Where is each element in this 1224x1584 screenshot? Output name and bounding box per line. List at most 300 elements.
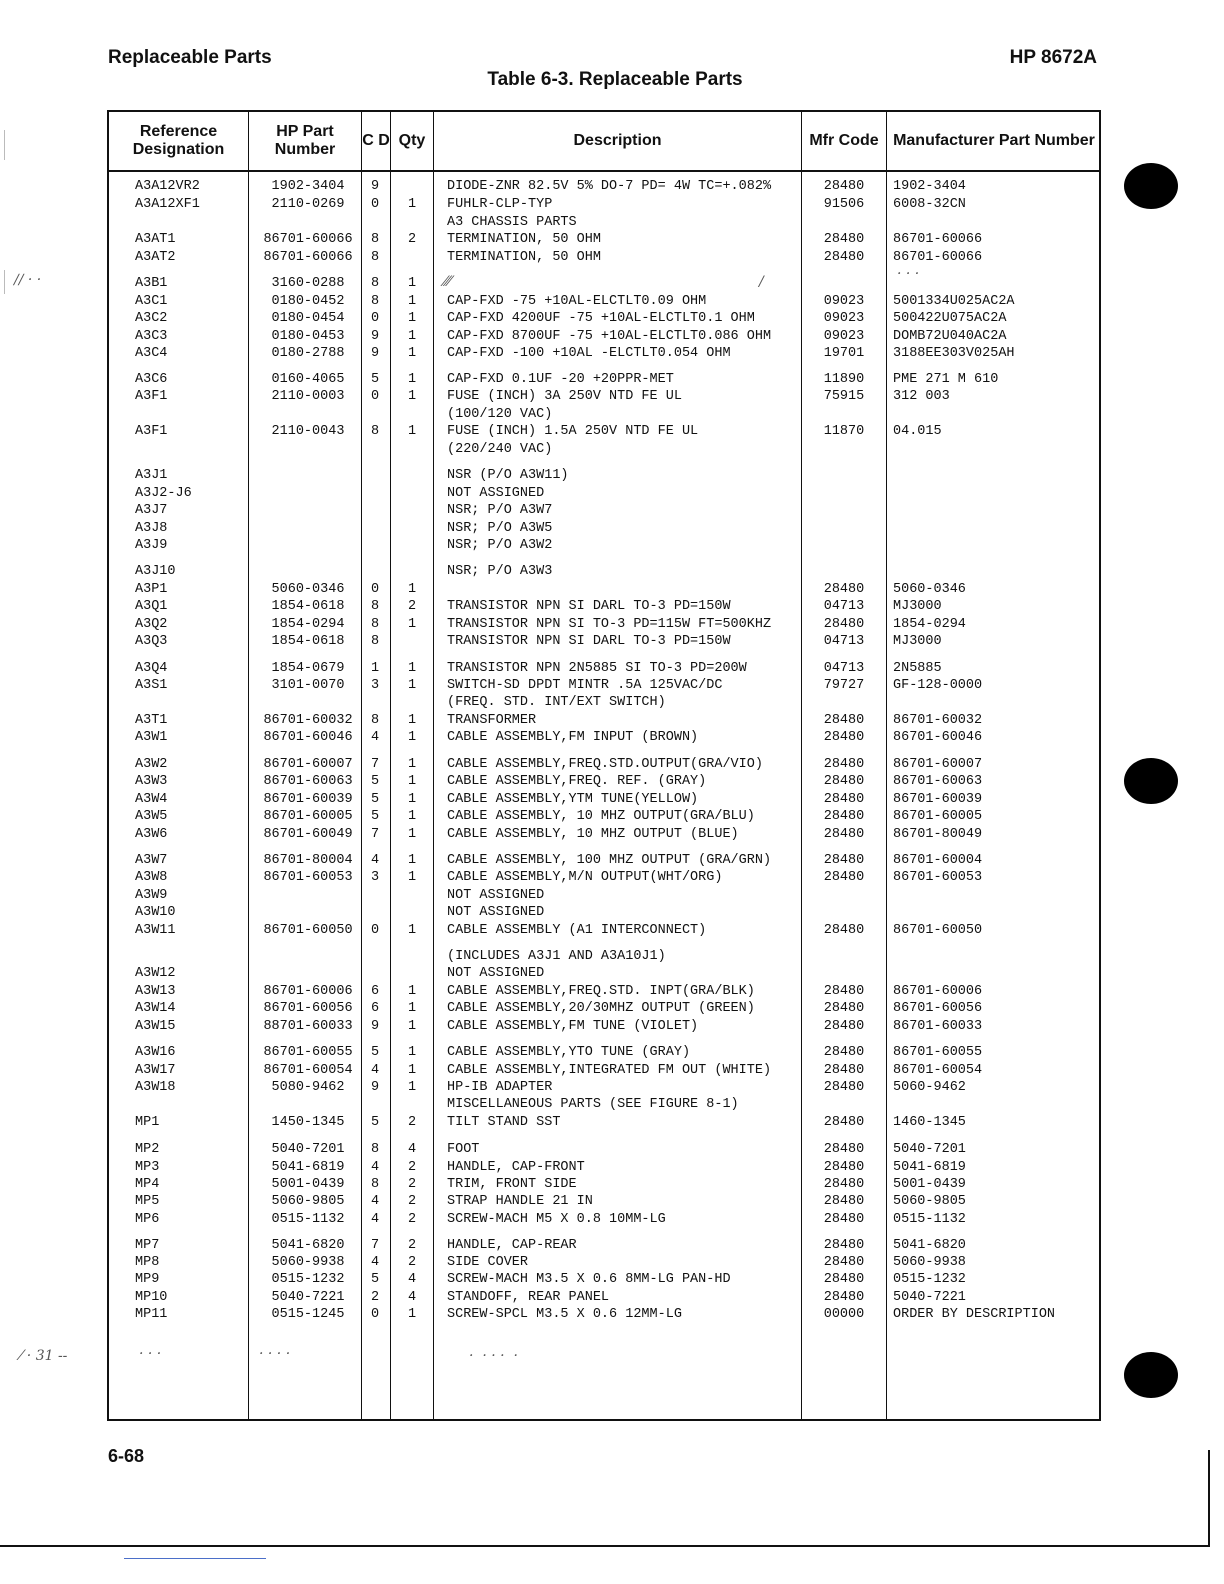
reference-designation: A3Q2 <box>135 617 168 632</box>
quantity: 2 <box>407 1115 417 1130</box>
check-digit: 1 <box>370 661 380 676</box>
table-row <box>109 1290 1099 1307</box>
hp-part-number: 5041-6820 <box>271 1238 345 1253</box>
description: CAP-FXD 8700UF -75 +10AL-ELCTLT0.086 OHM <box>447 329 772 344</box>
manufacturer-part-number: MJ3000 <box>893 634 942 649</box>
check-digit: 8 <box>370 713 380 728</box>
reference-designation: A3W16 <box>135 1045 176 1060</box>
scan-artifact <box>4 270 5 294</box>
mfr-code: 28480 <box>823 1272 865 1287</box>
table-row <box>109 1272 1099 1289</box>
reference-designation: A3W10 <box>135 905 176 920</box>
table-row <box>109 1194 1099 1211</box>
description: TRANSISTOR NPN SI TO-3 PD=115W FT=500KHZ <box>447 617 772 632</box>
check-digit: 5 <box>370 774 380 789</box>
reference-designation: A3B1 <box>135 276 168 291</box>
description: NSR; P/O A3W2 <box>447 538 553 553</box>
description: TRANSISTOR NPN SI DARL TO-3 PD=150W <box>447 634 731 649</box>
mfr-code: 28480 <box>823 1063 865 1078</box>
mfr-code: 79727 <box>823 678 865 693</box>
hp-part-number: 86701-80004 <box>263 853 353 868</box>
table-title: Table 6-3. Replaceable Parts <box>487 69 743 90</box>
quantity: 1 <box>407 1019 417 1034</box>
table-row <box>109 1115 1099 1132</box>
mfr-code: 09023 <box>823 311 865 326</box>
table-row <box>109 730 1099 747</box>
manufacturer-part-number: 86701-60005 <box>893 809 983 824</box>
reference-designation: A3AT2 <box>135 250 176 265</box>
mfr-code: 28480 <box>823 232 865 247</box>
table-row <box>109 853 1099 870</box>
table-row <box>109 1212 1099 1229</box>
quantity: 1 <box>407 1307 417 1322</box>
manufacturer-part-number: 5001334U025AC2A <box>893 294 1015 309</box>
check-digit: 8 <box>370 617 380 632</box>
table-row <box>109 311 1099 328</box>
mfr-code: 28480 <box>823 1019 865 1034</box>
mfr-code: 28480 <box>823 853 865 868</box>
check-digit: 5 <box>370 809 380 824</box>
table-row <box>109 617 1099 634</box>
hp-part-number: 86701-60007 <box>263 757 353 772</box>
check-digit: 5 <box>370 792 380 807</box>
reference-designation: A3W5 <box>135 809 168 824</box>
mfr-code: 28480 <box>823 984 865 999</box>
hp-part-number: 86701-60066 <box>263 232 353 247</box>
table-row <box>109 1097 1099 1114</box>
column-header-part-number: HP Part Number <box>274 123 336 158</box>
check-digit: 7 <box>370 827 380 842</box>
description: STRAP HANDLE 21 IN <box>447 1194 593 1209</box>
table-row <box>109 966 1099 983</box>
quantity: 1 <box>407 1063 417 1078</box>
table-row <box>109 634 1099 651</box>
quantity: 1 <box>407 329 417 344</box>
check-digit: 8 <box>370 1177 380 1192</box>
check-digit: 8 <box>370 1142 380 1157</box>
description: HP-IB ADAPTER <box>447 1080 553 1095</box>
check-digit: 0 <box>370 1307 380 1322</box>
table-row <box>109 923 1099 940</box>
mfr-code: 28480 <box>823 1290 865 1305</box>
quantity: 4 <box>407 1272 417 1287</box>
handwritten-mark: / <box>759 274 764 290</box>
quantity: 1 <box>407 730 417 745</box>
reference-designation: A3P1 <box>135 582 168 597</box>
description: CABLE ASSEMBLY,FREQ.STD.OUTPUT(GRA/VIO) <box>447 757 763 772</box>
table-row <box>109 179 1099 196</box>
hp-part-number: 0515-1245 <box>271 1307 345 1322</box>
check-digit: 2 <box>370 1290 380 1305</box>
reference-designation: A3Q1 <box>135 599 168 614</box>
quantity: 1 <box>407 984 417 999</box>
description: CAP-FXD -100 +10AL -ELCTLT0.054 OHM <box>447 346 731 361</box>
manufacturer-part-number: 500422U075AC2A <box>893 311 1007 326</box>
mfr-code: 28480 <box>823 730 865 745</box>
manufacturer-part-number: 2N5885 <box>893 661 942 676</box>
scan-artifact <box>124 1558 266 1559</box>
check-digit: 4 <box>370 730 380 745</box>
table-row <box>109 984 1099 1001</box>
description: HANDLE, CAP-FRONT <box>447 1160 585 1175</box>
quantity: 1 <box>407 757 417 772</box>
table-row <box>109 1019 1099 1036</box>
manufacturer-part-number: 86701-60004 <box>893 853 983 868</box>
manufacturer-part-number: ORDER BY DESCRIPTION <box>893 1307 1056 1322</box>
check-digit: 0 <box>370 389 380 404</box>
manufacturer-part-number: 86701-60055 <box>893 1045 983 1060</box>
check-digit: 5 <box>370 1115 380 1130</box>
description: CABLE ASSEMBLY,M/N OUTPUT(WHT/ORG) <box>447 870 723 885</box>
quantity: 1 <box>407 809 417 824</box>
mfr-code: 11870 <box>823 424 865 439</box>
description: (100/120 VAC) <box>447 407 553 422</box>
manufacturer-part-number: 1460-1345 <box>893 1115 966 1130</box>
table-row <box>109 582 1099 599</box>
table-row <box>109 661 1099 678</box>
check-digit: 4 <box>370 1255 380 1270</box>
description: TRANSFORMER <box>447 713 537 728</box>
description: TILT STAND SST <box>447 1115 561 1130</box>
reference-designation: A3J7 <box>135 503 168 518</box>
mfr-code: 28480 <box>823 757 865 772</box>
mfr-code: 28480 <box>823 827 865 842</box>
hp-part-number: 1854-0294 <box>271 617 345 632</box>
description: CABLE ASSEMBLY,FM INPUT (BROWN) <box>447 730 699 745</box>
hp-part-number: 86701-60049 <box>263 827 353 842</box>
manufacturer-part-number: 0515-1232 <box>893 1272 966 1287</box>
mfr-code: 28480 <box>823 1238 865 1253</box>
check-digit: 0 <box>370 582 380 597</box>
manufacturer-part-number: 5060-0346 <box>893 582 966 597</box>
mfr-code: 28480 <box>823 1194 865 1209</box>
manufacturer-part-number: 86701-60053 <box>893 870 983 885</box>
hp-part-number: 86701-60005 <box>263 809 353 824</box>
mfr-code: 00000 <box>823 1307 865 1322</box>
check-digit: 6 <box>370 984 380 999</box>
manufacturer-part-number: 86701-60032 <box>893 713 983 728</box>
mfr-code: 28480 <box>823 1045 865 1060</box>
table-row <box>109 407 1099 424</box>
description: SCREW-MACH M3.5 X 0.6 8MM-LG PAN-HD <box>447 1272 731 1287</box>
reference-designation: A3C3 <box>135 329 168 344</box>
mfr-code: 19701 <box>823 346 865 361</box>
quantity: 1 <box>407 827 417 842</box>
table-row <box>109 905 1099 922</box>
table-row <box>109 949 1099 966</box>
handwritten-margin-mark: ⁄ · 31 -- <box>20 1348 68 1364</box>
hp-part-number: 5041-6819 <box>271 1160 345 1175</box>
manufacturer-part-number: 3188EE303V025AH <box>893 346 1015 361</box>
description: NOT ASSIGNED <box>447 888 545 903</box>
reference-designation: A3J8 <box>135 521 168 536</box>
mfr-code: 28480 <box>823 1160 865 1175</box>
quantity: 1 <box>407 582 417 597</box>
mfr-code: 28480 <box>823 1177 865 1192</box>
table-row <box>109 678 1099 695</box>
table-row <box>109 538 1099 555</box>
hp-part-number: 3101-0070 <box>271 678 345 693</box>
table-row <box>109 389 1099 406</box>
reference-designation: MP5 <box>135 1194 160 1209</box>
table-row <box>109 827 1099 844</box>
model-heading: HP 8672A <box>1009 47 1097 68</box>
reference-designation: A3W3 <box>135 774 168 789</box>
check-digit: 8 <box>370 599 380 614</box>
reference-designation: A3C4 <box>135 346 168 361</box>
hp-part-number: 0515-1132 <box>271 1212 345 1227</box>
handwritten-mark: ⁄⁄⁄ <box>444 274 452 290</box>
reference-designation: MP7 <box>135 1238 160 1253</box>
hp-part-number: 5080-9462 <box>271 1080 345 1095</box>
manufacturer-part-number: MJ3000 <box>893 599 942 614</box>
quantity: 1 <box>407 372 417 387</box>
description: CAP-FXD 0.1UF -20 +20PPR-MET <box>447 372 674 387</box>
reference-designation: A3W17 <box>135 1063 176 1078</box>
table-row <box>109 503 1099 520</box>
quantity: 1 <box>407 923 417 938</box>
mfr-code: 11890 <box>823 372 865 387</box>
table-row <box>109 757 1099 774</box>
description: TRIM, FRONT SIDE <box>447 1177 577 1192</box>
mfr-code: 28480 <box>823 1142 865 1157</box>
handwritten-margin-mark: ∕∕ · · <box>14 272 42 288</box>
reference-designation: A3W15 <box>135 1019 176 1034</box>
table-row <box>109 1142 1099 1159</box>
manufacturer-part-number: 5040-7221 <box>893 1290 966 1305</box>
reference-designation: MP1 <box>135 1115 160 1130</box>
hp-part-number: 86701-60006 <box>263 984 353 999</box>
reference-designation: A3W12 <box>135 966 176 981</box>
mfr-code: 28480 <box>823 1080 865 1095</box>
hp-part-number: 5060-9938 <box>271 1255 345 1270</box>
hp-part-number: 1450-1345 <box>271 1115 345 1130</box>
manufacturer-part-number: 86701-60007 <box>893 757 983 772</box>
quantity: 2 <box>407 232 417 247</box>
reference-designation: MP8 <box>135 1255 160 1270</box>
quantity: 1 <box>407 870 417 885</box>
hp-part-number: 88701-60033 <box>263 1019 353 1034</box>
manufacturer-part-number: 0515-1132 <box>893 1212 966 1227</box>
quantity: 2 <box>407 1238 417 1253</box>
quantity: 2 <box>407 599 417 614</box>
table-row <box>109 1177 1099 1194</box>
check-digit: 6 <box>370 1001 380 1016</box>
table-row <box>109 599 1099 616</box>
table-row <box>109 774 1099 791</box>
table-row <box>109 1307 1099 1324</box>
description: NSR; P/O A3W7 <box>447 503 553 518</box>
manufacturer-part-number: 5001-0439 <box>893 1177 966 1192</box>
check-digit: 7 <box>370 1238 380 1253</box>
manufacturer-part-number: 5041-6820 <box>893 1238 966 1253</box>
description: HANDLE, CAP-REAR <box>447 1238 577 1253</box>
hp-part-number: 0180-0453 <box>271 329 345 344</box>
check-digit: 7 <box>370 757 380 772</box>
reference-designation: MP4 <box>135 1177 160 1192</box>
reference-designation: A3J9 <box>135 538 168 553</box>
hp-part-number: 5040-7221 <box>271 1290 345 1305</box>
manufacturer-part-number: 86701-60039 <box>893 792 983 807</box>
table-row <box>109 809 1099 826</box>
manufacturer-part-number: 6008-32CN <box>893 197 966 212</box>
check-digit: 8 <box>370 294 380 309</box>
hp-part-number: 0180-2788 <box>271 346 345 361</box>
check-digit: 5 <box>370 1045 380 1060</box>
check-digit: 3 <box>370 678 380 693</box>
check-digit: 9 <box>370 346 380 361</box>
quantity: 1 <box>407 389 417 404</box>
table-row <box>109 695 1099 712</box>
manufacturer-part-number: 312 003 <box>893 389 950 404</box>
reference-designation: MP11 <box>135 1307 168 1322</box>
quantity: 1 <box>407 661 417 676</box>
quantity: 1 <box>407 617 417 632</box>
table-row <box>109 329 1099 346</box>
reference-designation: A3W1 <box>135 730 168 745</box>
manufacturer-part-number: GF-128-0000 <box>893 678 983 693</box>
table-row <box>109 232 1099 249</box>
quantity: 2 <box>407 1194 417 1209</box>
reference-designation: A3F1 <box>135 424 168 439</box>
hp-part-number: 0515-1232 <box>271 1272 345 1287</box>
quantity: 1 <box>407 853 417 868</box>
table-row <box>109 521 1099 538</box>
hp-part-number: 86701-60054 <box>263 1063 353 1078</box>
manufacturer-part-number: 04.015 <box>893 424 942 439</box>
table-row <box>109 870 1099 887</box>
manufacturer-part-number: 86701-60050 <box>893 923 983 938</box>
quantity: 4 <box>407 1142 417 1157</box>
table-row <box>109 215 1099 232</box>
mfr-code: 04713 <box>823 661 865 676</box>
description: CABLE ASSEMBLY,FREQ.STD. INPT(GRA/BLK) <box>447 984 755 999</box>
mfr-code: 09023 <box>823 329 865 344</box>
table-row <box>109 1160 1099 1177</box>
table-row <box>109 442 1099 459</box>
hp-part-number: 5060-0346 <box>271 582 345 597</box>
description: SIDE COVER <box>447 1255 529 1270</box>
mfr-code: 28480 <box>823 617 865 632</box>
manufacturer-part-number: 86701-60066 <box>893 250 983 265</box>
table-row <box>109 468 1099 485</box>
check-digit: 3 <box>370 870 380 885</box>
quantity: 1 <box>407 774 417 789</box>
check-digit: 4 <box>370 1194 380 1209</box>
table-row <box>109 486 1099 503</box>
reference-designation: MP3 <box>135 1160 160 1175</box>
reference-designation: A3J10 <box>135 564 176 579</box>
reference-designation: A3W11 <box>135 923 176 938</box>
table-row <box>109 276 1099 293</box>
manufacturer-part-number: 86701-60066 <box>893 232 983 247</box>
description: NOT ASSIGNED <box>447 486 545 501</box>
page-border <box>0 1545 1210 1547</box>
reference-designation: A3T1 <box>135 713 168 728</box>
quantity: 4 <box>407 1290 417 1305</box>
description: NSR; P/O A3W3 <box>447 564 553 579</box>
manufacturer-part-number: 86701-60063 <box>893 774 983 789</box>
mfr-code: 28480 <box>823 1212 865 1227</box>
description: CAP-FXD 4200UF -75 +10AL-ELCTLT0.1 OHM <box>447 311 755 326</box>
mfr-code: 91506 <box>823 197 865 212</box>
hp-part-number: 86701-60050 <box>263 923 353 938</box>
reference-designation: A3F1 <box>135 389 168 404</box>
description: NOT ASSIGNED <box>447 966 545 981</box>
hp-part-number: 2110-0043 <box>271 424 345 439</box>
table-row <box>109 424 1099 441</box>
handwritten-mark: · · · <box>139 1346 162 1362</box>
description: CABLE ASSEMBLY,20/30MHZ OUTPUT (GREEN) <box>447 1001 755 1016</box>
description: STANDOFF, REAR PANEL <box>447 1290 610 1305</box>
mfr-code: 75915 <box>823 389 865 404</box>
check-digit: 9 <box>370 179 380 194</box>
description: TERMINATION, 50 OHM <box>447 232 601 247</box>
reference-designation: A3S1 <box>135 678 168 693</box>
table-row <box>109 713 1099 730</box>
manufacturer-part-number: DOMB72U040AC2A <box>893 329 1007 344</box>
description: SWITCH-SD DPDT MINTR .5A 125VAC/DC <box>447 678 723 693</box>
binder-hole <box>1124 758 1178 804</box>
mfr-code: 28480 <box>823 809 865 824</box>
column-header-qty: Qty <box>398 132 426 149</box>
description: NSR (P/O A3W11) <box>447 468 569 483</box>
mfr-code: 04713 <box>823 599 865 614</box>
reference-designation: A3J2-J6 <box>135 486 192 501</box>
reference-designation: MP2 <box>135 1142 160 1157</box>
description: CABLE ASSEMBLY, 10 MHZ OUTPUT(GRA/BLU) <box>447 809 755 824</box>
reference-designation: A3W2 <box>135 757 168 772</box>
manufacturer-part-number: 86701-60046 <box>893 730 983 745</box>
hp-part-number: 86701-60056 <box>263 1001 353 1016</box>
hp-part-number: 86701-60063 <box>263 774 353 789</box>
binder-hole <box>1124 163 1178 209</box>
reference-designation: A3W9 <box>135 888 168 903</box>
manufacturer-part-number: 1902-3404 <box>893 179 966 194</box>
quantity: 1 <box>407 276 417 291</box>
table-row <box>109 1001 1099 1018</box>
reference-designation: MP10 <box>135 1290 168 1305</box>
quantity: 1 <box>407 1045 417 1060</box>
quantity: 1 <box>407 346 417 361</box>
reference-designation: A3W18 <box>135 1080 176 1095</box>
mfr-code: 09023 <box>823 294 865 309</box>
quantity: 1 <box>407 197 417 212</box>
check-digit: 8 <box>370 276 380 291</box>
manufacturer-part-number: 5041-6819 <box>893 1160 966 1175</box>
hp-part-number: 86701-60053 <box>263 870 353 885</box>
reference-designation: A3W4 <box>135 792 168 807</box>
description: CABLE ASSEMBLY,INTEGRATED FM OUT (WHITE) <box>447 1063 772 1078</box>
quantity: 1 <box>407 792 417 807</box>
table-row <box>109 372 1099 389</box>
manufacturer-part-number: 5060-9938 <box>893 1255 966 1270</box>
check-digit: 8 <box>370 250 380 265</box>
column-header-cd: C D <box>362 132 390 149</box>
description: TERMINATION, 50 OHM <box>447 250 601 265</box>
reference-designation: A3W6 <box>135 827 168 842</box>
quantity: 1 <box>407 294 417 309</box>
description: NOT ASSIGNED <box>447 905 545 920</box>
mfr-code: 28480 <box>823 1255 865 1270</box>
check-digit: 5 <box>370 372 380 387</box>
table-row <box>109 1255 1099 1272</box>
binder-hole <box>1124 1352 1178 1398</box>
check-digit: 4 <box>370 1160 380 1175</box>
quantity: 2 <box>407 1160 417 1175</box>
reference-designation: A3C1 <box>135 294 168 309</box>
table-row <box>109 1080 1099 1097</box>
